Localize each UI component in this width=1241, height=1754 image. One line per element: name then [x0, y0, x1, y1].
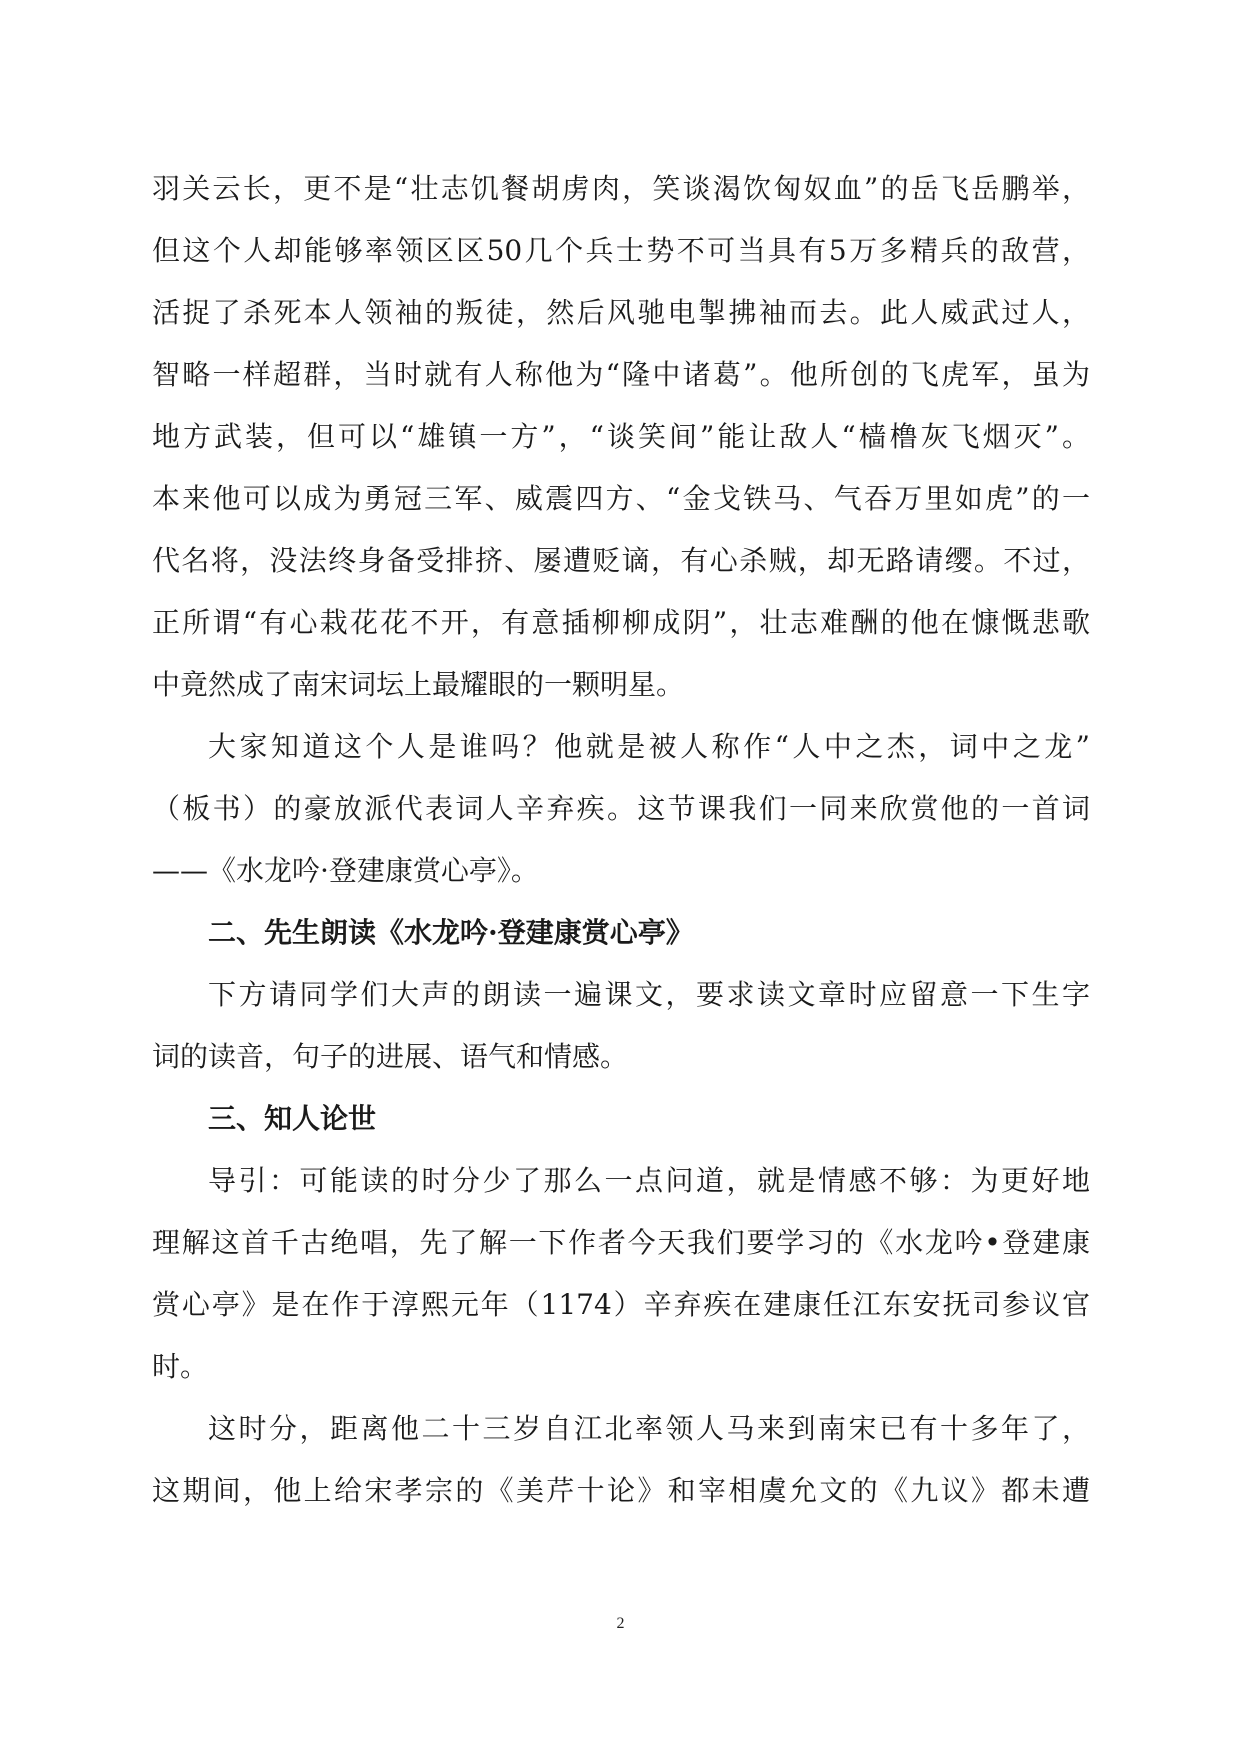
text-line: 下方请同学们大声的朗读一遍课文，要求读文章时应留意一下生字 [208, 978, 1090, 1011]
text-line: ——《水龙吟·登建康赏心亭》。 [152, 854, 539, 887]
text-line: 但这个人却能够率领区区50几个兵士势不可当具有5万多精兵的敌营， [152, 234, 1090, 267]
section-heading-reading: 二、先生朗读《水龙吟·登建康赏心亭》 [208, 916, 694, 949]
text-line: 正所谓“有心栽花花不开，有意插柳柳成阴”，壮志难酬的他在慷慨悲歌 [152, 606, 1090, 639]
text-line: 这时分，距离他二十三岁自江北率领人马来到南宋已有十多年了， [208, 1412, 1090, 1445]
text-line: （板书）的豪放派代表词人辛弃疾。这节课我们一同来欣赏他的一首词 [152, 792, 1090, 825]
text-line: 羽关云长，更不是“壮志饥餐胡虏肉，笑谈渴饮匈奴血”的岳飞岳鹏举， [152, 172, 1090, 205]
text-line: 智略一样超群，当时就有人称他为“隆中诸葛”。他所创的飞虎军，虽为 [152, 358, 1090, 391]
text-line: 词的读音，句子的进展、语气和情感。 [152, 1040, 629, 1073]
paragraph-5 [152, 1398, 1090, 1522]
paragraph-1 [152, 158, 1090, 716]
text-line: 时。 [152, 1350, 209, 1383]
text-line: 代名将，没法终身备受排挤、屡遭贬谪，有心杀贼，却无路请缨。不过， [152, 544, 1090, 577]
paragraph-4 [152, 1150, 1090, 1398]
text-line: 中竟然成了南宋词坛上最耀眼的一颗明星。 [152, 668, 685, 701]
page-number: 2 [616, 1615, 625, 1632]
text-line: 活捉了杀死本人领袖的叛徒，然后风驰电掣拂袖而去。此人威武过人， [152, 296, 1090, 329]
paragraph-2 [152, 716, 1090, 902]
document-body [152, 158, 1090, 1522]
text-line: 本来他可以成为勇冠三军、威震四方、“金戈铁马、气吞万里如虎”的一 [152, 482, 1090, 515]
paragraph-3 [152, 964, 1090, 1088]
section-heading-background: 三、知人论世 [208, 1102, 377, 1135]
text-line: 这期间，他上给宋孝宗的《美芹十论》和宰相虞允文的《九议》都未遭 [152, 1474, 1090, 1507]
text-line: 赏心亭》是在作于淳熙元年（1174）辛弃疾在建康任江东安抚司参议官 [152, 1288, 1090, 1321]
text-line: 大家知道这个人是谁吗？他就是被人称作“人中之杰，词中之龙” [208, 730, 1090, 763]
text-line: 导引：可能读的时分少了那么一点问道，就是情感不够：为更好地 [208, 1164, 1090, 1197]
text-line: 地方武装，但可以“雄镇一方”，“谈笑间”能让敌人“樯橹灰飞烟灭”。 [152, 420, 1090, 453]
text-line: 理解这首千古绝唱，先了解一下作者今天我们要学习的《水龙吟•登建康 [152, 1226, 1090, 1259]
